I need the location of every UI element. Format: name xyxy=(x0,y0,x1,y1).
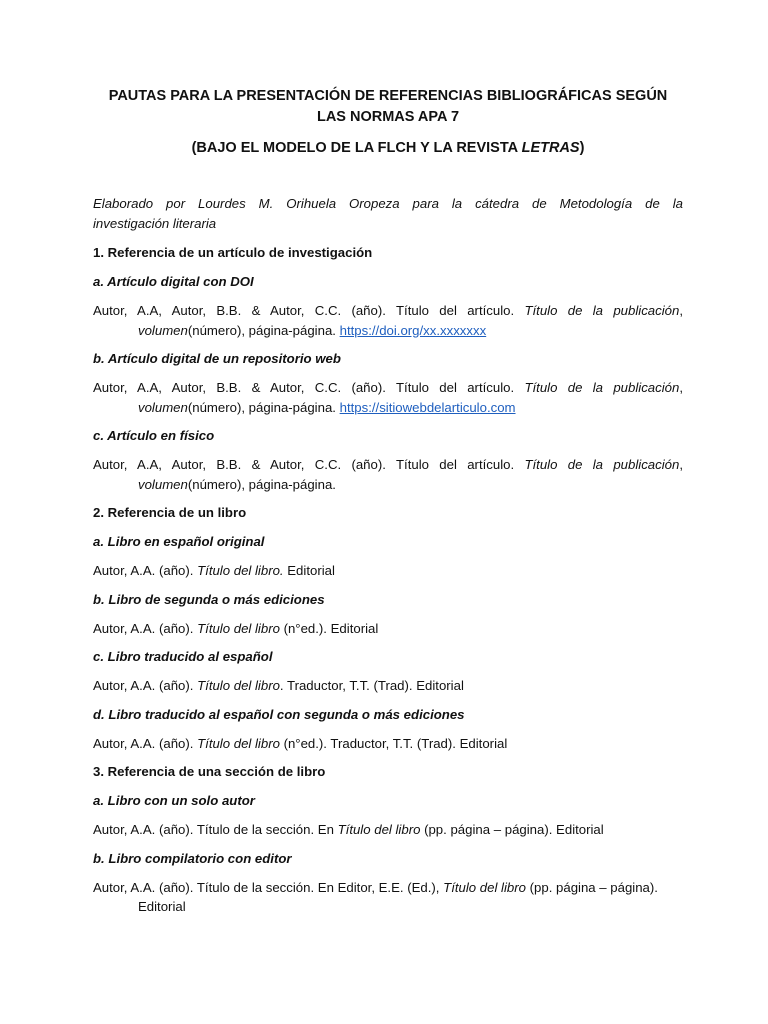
ref-text: , xyxy=(679,380,683,395)
ref-text: (n°ed.). Editorial xyxy=(279,620,379,636)
reference-1b xyxy=(93,378,683,417)
reference-2d xyxy=(93,734,683,754)
reference-1c xyxy=(93,455,683,494)
ref-italic: Título del libro. xyxy=(197,563,284,578)
document-subtitle xyxy=(93,138,683,159)
section-2a-heading: a. Libro en español original xyxy=(93,534,265,549)
subtitle-pre: (BAJO EL MODELO DE LA FLCH Y LA REVISTA xyxy=(191,140,522,156)
reference-3b xyxy=(93,878,683,917)
ref-text: Autor, A.A. (año). xyxy=(93,735,198,751)
section-2c-heading: c. Libro traducido al español xyxy=(93,649,273,664)
ref-italic: Título del libro xyxy=(197,620,280,636)
ref-text: Autor, A.A. (año). xyxy=(93,620,198,636)
section-1a-heading: a. Artículo digital con DOI xyxy=(93,274,254,289)
reference-2c xyxy=(93,676,683,696)
ref-text: Editorial xyxy=(138,899,186,914)
ref-text: Autor, A.A. (año). xyxy=(93,678,198,693)
section-1c-heading: c. Artículo en físico xyxy=(93,428,215,443)
reference-1a-line-1 xyxy=(93,301,683,321)
subtitle-italic: LETRAS xyxy=(521,140,580,156)
reference-2a xyxy=(93,561,683,581)
author-note xyxy=(93,194,683,234)
section-2d-heading: d. Libro traducido al español con segunda o más ediciones xyxy=(93,706,465,722)
ref-text: (pp. página – página). Editorial xyxy=(420,822,604,837)
ref-italic: volumen xyxy=(138,322,188,338)
ref-italic: Título del libro xyxy=(197,735,280,751)
ref-text: (pp. página – página). xyxy=(525,879,658,895)
document-title xyxy=(93,86,683,128)
ref-text: Autor, A.A. (año). Título de la sección. En Editor, E.E. (Ed.), xyxy=(93,879,444,895)
reference-3a xyxy=(93,820,683,840)
ref-text: . Traductor, T.T. (Trad). Editorial xyxy=(279,678,464,693)
reference-1a xyxy=(93,301,683,340)
ref-text: Editorial xyxy=(283,563,335,578)
ref-italic: Título del libro xyxy=(443,879,526,895)
ref-text: Autor, A.A. (año). xyxy=(93,563,198,578)
section-1b-heading: b. Artículo digital de un repositorio web xyxy=(93,351,341,366)
ref-text: , xyxy=(679,457,683,472)
ref-text: Autor, A.A, Autor, B.B. & Autor, C.C. (año). Título del artículo. xyxy=(93,457,525,472)
author-note-line-1: Elaborado por Lourdes M. Orihuela Oropeza para la cátedra de Metodología de la xyxy=(93,196,683,211)
section-3-heading: 3. Referencia de una sección de libro xyxy=(93,764,326,779)
website-link[interactable]: https://sitiowebdelarticulo.com xyxy=(339,399,516,415)
ref-italic: Título del libro xyxy=(197,678,280,693)
reference-1c-line-1 xyxy=(93,455,683,475)
reference-1b-line-1 xyxy=(93,378,683,398)
ref-italic: Título de la publicación xyxy=(524,303,680,318)
author-note-line-2: investigación literaria xyxy=(93,216,217,231)
section-2b-heading: b. Libro de segunda o más ediciones xyxy=(93,591,325,607)
ref-italic: volumen xyxy=(138,399,188,415)
ref-text: (n°ed.). Traductor, T.T. (Trad). Editorial xyxy=(279,735,508,751)
ref-text: (número), página-página. xyxy=(187,322,340,338)
section-2-heading: 2. Referencia de un libro xyxy=(93,505,247,520)
ref-text: (número), página-página. xyxy=(187,476,336,492)
ref-text: (número), página-página. xyxy=(187,399,340,415)
subtitle-post: ) xyxy=(579,140,585,156)
reference-2b xyxy=(93,619,683,639)
doi-link[interactable]: https://doi.org/xx.xxxxxxx xyxy=(339,322,487,338)
ref-text: Autor, A.A. (año). Título de la sección. En xyxy=(93,822,338,837)
ref-italic: Título de la publicación xyxy=(524,457,680,472)
title-line-2: LAS NORMAS APA 7 xyxy=(316,109,460,125)
ref-text: , xyxy=(679,303,683,318)
section-3b-heading: b. Libro compilatorio con editor xyxy=(93,850,292,866)
section-1-heading: 1. Referencia de un artículo de investigación xyxy=(93,245,373,260)
ref-italic: volumen xyxy=(138,476,188,492)
ref-text: Autor, A.A, Autor, B.B. & Autor, C.C. (año). Título del artículo. xyxy=(93,303,525,318)
section-3a-heading: a. Libro con un solo autor xyxy=(93,793,255,808)
title-line-1: PAUTAS PARA LA PRESENTACIÓN DE REFERENCIAS BIBLIOGRÁFICAS SEGÚN xyxy=(108,88,668,104)
ref-italic: Título del libro xyxy=(337,822,421,837)
ref-italic: Título de la publicación xyxy=(524,380,680,395)
ref-text: Autor, A.A, Autor, B.B. & Autor, C.C. (año). Título del artículo. xyxy=(93,380,525,395)
